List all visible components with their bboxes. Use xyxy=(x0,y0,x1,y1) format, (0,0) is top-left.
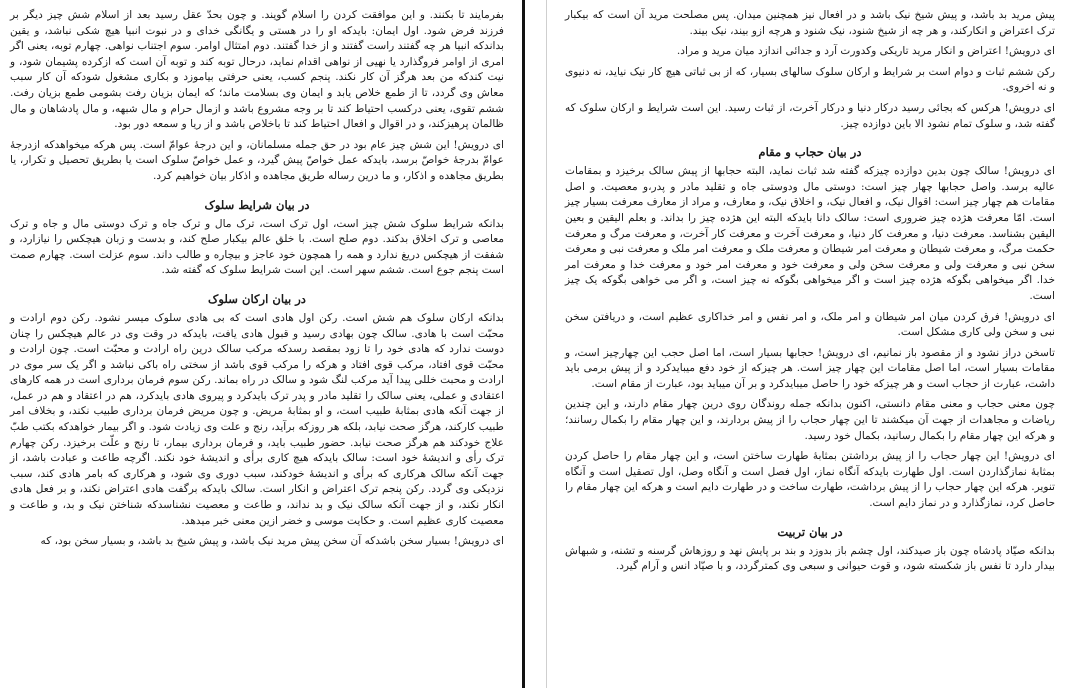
section-heading: در بیان شرایط سلوک xyxy=(204,197,310,212)
paragraph: چون معنی حجاب و معنی مقام دانستی، اکنون بدانکه جمله روندگان روی درین چهار مقام دارند، و این چندین ریاضات و مجاهدات از جهت آن میکشند تا این چهار حجاب را از پیش بردارند، و این چهار مقام را بکمال رسانند؛ و هرکه این چهار مقام را بکمال رسانید، بکمال خود رسید. xyxy=(565,398,1055,442)
paragraph: تاسخن دراز نشود و از مقصود باز نمانیم، ای درویش! حجابها بسیار است، اما اصل حجب این چهارچیز است، و مقامات بسیار است، اما اصل مقامات این چهار چیز است. هر چیزکه از خود دفع میبایدکرد و از پیش برمی باید داشت، عبارت از حجاب است و هر چیزکه خود را حاصل میبایدکرد و بر آن میباید بود، عبارت از مقام است. xyxy=(565,346,1055,390)
paragraph: ای درویش! این چهار حجاب را از پیش برداشتن بمثابهٔ طهارت ساختن است، و این چهار مقام را حاصل کردن بمثابهٔ نمازگذاردن است. اول طهارت بایدکه آنگاه نماز، اول فصل است و آنگاه وصل، اول تصقیل است و آنگاه تنویر. هرکه این چهار حجاب را از پیش برداشت، طهارت ساخت و در طهارت دایم است و هرکه این چهار مقام را حاصل کرد، نمازگذارد و در نماز دایم است. xyxy=(565,450,1055,510)
section-heading: در بیان ارکان سلوک xyxy=(208,291,306,306)
paragraph: ای درویش! هرکس که بجائی رسید درکار دنیا و درکار آخرت، از ثبات رسید. این است شرایط و ارکان سلوک که گفته شد، و سلوک تمام نشود الا باین دوازده چیز. xyxy=(565,101,1055,130)
paragraph: رکن ششم ثبات و دوام است بر شرایط و ارکان سلوک سالهای بسیار، که از بی ثباتی هیچ کار نیک نیاید، نه دنیوی و نه اخروی. xyxy=(565,65,1055,94)
page-edge xyxy=(546,0,547,688)
page-divider xyxy=(522,0,525,688)
paragraph: پیش مرید بد باشد، و پیش شیخ نیک باشد و در افعال نیز همچنین میدان. پس مصلحت مرید آن است که بیکبار ترک اعتراض و انکارکند، و هر چه از شیخ شنود، نیک شنود و هرچه ازو بیند، نیک بیند. xyxy=(565,9,1055,37)
paragraph: بدانکه شرایط سلوک شش چیز است، اول ترک است، ترک مال و ترک جاه و ترک دوستی مال و جاه و ترک معاصی و ترک اخلاق بدکند. دوم صلح است. با خلق عالم بیکبار صلح کند، و بدست و زبان هیچکس را نیازارد، و شفقت از هیچکس دریغ ندارد و همه را همچون خود عاجز و بیچاره و طالب داند. سوم عزلت است. چهارم صمت است پنجم جوع است. ششم سهر است. این است شرایط سلوک که گفته شد. xyxy=(10,217,504,277)
paragraph: بدانکه صیّاد پادشاه چون باز صیدکند، اول چشم باز بدوزد و بند بر پایش نهد و روزهاش گرسنه و تشنه، و شبهاش بیدار دارد تا نفس باز شکسته شود، و قوت حیوانی و سبعی وی کمترگردد، و با صیّاد انس و آرام گیرد. xyxy=(565,544,1055,573)
left-page-text xyxy=(0,0,520,688)
paragraph: ای درویش! بسیار سخن باشدکه آن سخن پیش مرید نیک باشد، و پیش شیخ بد باشد، و بسیار سخن بود، که xyxy=(40,535,504,548)
paragraph: بفرمایند تا بکنند. و این موافقت کردن را اسلام گویند. و چون بحدّ عقل رسید بعد از اسلام شش چیز دیگر بر فرزند فرض شود. اول ایمان: بایدکه او را در هستی و یگانگی خدای و در نبوت انبیا هیچ شکی نباشد، و یقین بداندکه انبیا هر چه گفتند راست گفتند و از خدا گفتند. دوم امتثال اوامر. سوم اجتناب نواهی. چهارم توبه، یعنی اگر امری از اوامر فروگذارد یا نهیی از نواهی اقدام نماید، درحال توبه کند و توبه آن است که ازکرده پشیمان شود، و نیت کندکه من بعد هرگز آن کار نکند. پنجم کسب، یعنی حرفتی بیاموزد و بکاری مشغول شودکه آن کار سبب معاش وی گردد، تا از طمع خلاص یابد و ایمان وی بسلامت ماند؛ که ایمان بزیان رفت بشومی طمع بزیان رفت. ششم تقوی، یعنی درکسب احتیاط کند تا بر وجه مشروع باشد و ازمال حرام و مال شبهه، و مال پادشاهان و مال ظالمان پرهیزکند، و در اقوال و افعال احتیاط کند تا باخلاص باشد و از ریا و سمعه دور بود. xyxy=(10,9,504,131)
section-heading: در بیان حجاب و مقام xyxy=(758,145,862,160)
right-page-text xyxy=(549,0,1067,688)
paragraph: ای درویش! سالک چون بدین دوازده چیزکه گفته شد ثبات نماید، البته حجابها از پیش سالک برخیزد و بمقامات عالیه برسد. واصل حجابها چهار چیز است: دوستی مال ودوستی جاه و تقلید مادر و پدر،و معصیت. و اصل مقامات هم چهار چیز است: اقوال نیک، و افعال نیک، و اخلاق نیک، و معارف، و مراد از معارف معرفت بسیار چیز است. امّا معرفت هژده چیز ضروری است: سالک دانا بایدکه البته این هژده چیز را بداند. و بعلم الیقین و بعین الیقین بشناسد. معرفت دنیا، و معرفت کار دنیا، و معرفت آخرت و معرفت کار آخرت، و معرفت مرگ و معرفت حکمت مرگ، و معرفت شیطان و معرفت امر شیطان و معرفت ملک و معرفت امر ملک و معرفت نبی و معرفت سخن نبی و معرفت ولی و معرفت سخن ولی و معرفت خود و معرفت امر خود و معرفت خدا و معرفت امر خدا. اگر میخواهی بگوکه هژده چیز است و اگر میخواهی بگوکه نه چیز است، و اگر می خواهی بگوکه یک چیز است. xyxy=(565,165,1055,302)
paragraph: ای درویش! این شش چیز عام بود در حق جمله مسلمانان، و این درجهٔ عوامّ است. پس هرکه میخواهدکه ازدرجهٔ عوامّ بدرجهٔ خواصّ برسد، بایدکه عمل خواصّ پیش گیرد، و عمل خواصّ سلوک است یا بطریق تحصیل و تکرار، یا بطریق مجاهده و اذکار، و ما درین رساله طریق مجاهده و اذکار بیان خواهیم کرد. xyxy=(10,138,504,182)
paragraph: بدانکه ارکان سلوک هم شش است. رکن اول هادی است که بی هادی سلوک میسر نشود. رکن دوم ارادت و محبّت است با هادی. سالک چون بهادی رسید و قبول هادی یافت، بایدکه در وقت وی در عالم هیچکس را چنان دوست ندارد که هادی خود را تا زود بمقصد رسدکه مرکب سالک درین راه ارادت و محبّت است. چون ارادت و محبّت قوی افتاد، مرکب قوی افتاد و هرکه را مرکب قوی باشد از سختی راه باکی نباشد و اگر یک سر موی در ارادت و محبت خللی پیدا آید مرکب لنگ شود و سالک در راه بماند. رکن سوم فرمان برداری است در همه کارهای اعتقادی و عملی، یعنی سالک را تقلید مادر و پدر ترک بایدکرد و پیروی هادی بایدکرد، هم در اعتقاد و هم در عمل، از جهت آنکه هادی بمثابهٔ طبیب است، و او بمثابهٔ مریض. و چون مریض فرمان برداری طبیب نکند، و بخلاف امر طبیب کارکند، هرگز صحت نیابد، بلکه هر روزکه برآید، رنج و علت وی زیادت شود. و اگر بیمار خواهدکه بکتب طبّ علاج خودکند هم هرگز صحت نیابد. حضور طبیب باید، و فرمان برداری بیمار، تا رنج و علّت برخیزد. رکن چهارم ترک رأی و اندیشهٔ خود است: سالک بایدکه هیچ کاری برأی و اندیشهٔ خود نکند. اگرچه طاعت و عبادت باشد، از جهت آنکه سالک هرکاری که برأی و اندیشهٔ خودکند، سبب دوری وی شود، و هرکاری که بامر هادی کند، سبب نزدیکی وی گردد. رکن پنجم ترک اعتراض و انکار است. سالک بایدکه برگفت هادی اعتراض نکند، و بر فعل هادی انکار نکند، و از جهت آنکه سالک نیک و بد نداند، و طاعت و معصیت نشناسدکه شناختن نیک و بد، و طاعت و معصیت کاری عظیم است. و حکایت موسی و خضر ازین معنی خبر میدهد. xyxy=(10,311,504,527)
section-heading: در بیان تربیت xyxy=(777,524,843,539)
paragraph: ای درویش! اعتراض و انکار مرید تاریکی وکدورت آرد و جدائی اندازد میان مرید و مراد. xyxy=(676,45,1055,58)
paragraph: ای درویش! فرق کردن میان امر شیطان و امر ملک، و امر نفس و امر خداکاری عظیم است، و دریافتن سخن نبی و سخن ولی کاری مشکل است. xyxy=(565,310,1055,339)
